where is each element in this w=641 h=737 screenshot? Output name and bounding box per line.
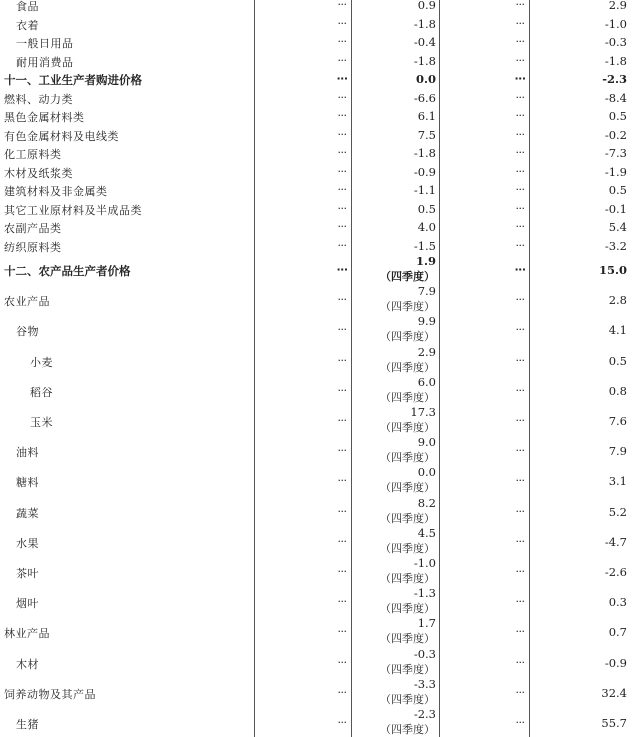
value-col-2: 0.5 (608, 109, 627, 123)
empty-cell-dots: ··· (337, 164, 347, 178)
quarter-note: （四季度） (380, 330, 435, 344)
empty-cell-dots: ··· (515, 474, 525, 488)
value-col-1: -1.1 (413, 183, 436, 197)
table-row (0, 314, 641, 344)
empty-cell-dots: ··· (515, 444, 525, 458)
empty-cell-dots: ··· (337, 655, 347, 669)
value-col-1: 9.9 (417, 314, 436, 329)
empty-cell-dots: ··· (515, 534, 525, 548)
empty-cell-dots: ··· (515, 90, 525, 104)
value-col-2: 0.5 (608, 183, 627, 197)
empty-cell-dots: ··· (337, 201, 347, 215)
empty-cell-dots: ··· (515, 323, 525, 337)
quarter-note: （四季度） (380, 360, 435, 374)
empty-cell-dots: ··· (337, 716, 347, 729)
row-label: 一般日用品 (16, 37, 74, 50)
value-col-2: -1.9 (604, 164, 627, 179)
value-col-2: 0.8 (608, 383, 627, 398)
value-col-2: 5.2 (608, 504, 627, 519)
empty-cell-dots: ··· (515, 238, 525, 252)
value-col-1: -0.9 (413, 164, 436, 179)
value-col-1: -1.0 (413, 556, 436, 570)
table-row (0, 180, 641, 199)
empty-cell-dots: ··· (515, 504, 525, 518)
quarter-note: （四季度） (380, 451, 435, 465)
table-row (0, 586, 641, 616)
empty-cell-dots: ··· (337, 146, 347, 159)
empty-cell-dots: ··· (336, 72, 348, 85)
row-label: 玉米 (30, 416, 53, 429)
empty-cell-dots: ··· (514, 263, 526, 276)
empty-cell-dots: ··· (337, 238, 347, 252)
empty-cell-dots: ··· (515, 565, 525, 578)
value-col-2: -7.3 (604, 146, 627, 160)
table-row (0, 677, 641, 707)
row-label: 油料 (16, 446, 39, 460)
value-col-1: 0.0 (415, 72, 436, 86)
value-col-2: 32.4 (601, 685, 627, 700)
value-col-2: -0.3 (604, 35, 627, 49)
value-col-2: 3.1 (608, 474, 627, 489)
empty-cell-dots: ··· (337, 53, 347, 67)
empty-cell-dots: ··· (337, 0, 347, 11)
quarter-note: （四季度） (380, 270, 435, 283)
value-col-1: 1.7 (417, 616, 436, 631)
empty-cell-dots: ··· (337, 127, 347, 141)
value-col-1: -0.4 (413, 35, 436, 49)
table-row (0, 199, 641, 218)
value-col-2: -0.9 (604, 655, 627, 670)
empty-cell-dots: ··· (337, 444, 347, 458)
quarter-note: （四季度） (380, 572, 435, 585)
value-col-1: -0.3 (413, 646, 436, 661)
value-col-1: 0.0 (417, 465, 436, 480)
empty-cell-dots: ··· (337, 323, 347, 337)
table-row (0, 405, 641, 435)
empty-cell-dots: ··· (515, 220, 525, 233)
row-label: 饲养动物及其产品 (4, 687, 96, 701)
empty-cell-dots: ··· (337, 109, 347, 122)
empty-cell-dots: ··· (337, 293, 347, 307)
value-col-1: -1.3 (413, 586, 436, 601)
empty-cell-dots: ··· (515, 353, 525, 367)
table-row (0, 254, 641, 284)
table-row (0, 526, 641, 556)
value-col-2: 2.8 (608, 293, 627, 308)
empty-cell-dots: ··· (337, 504, 347, 518)
table-row (0, 496, 641, 526)
empty-cell-dots: ··· (515, 109, 525, 122)
value-col-2: -2.6 (604, 565, 627, 579)
value-col-1: -2.3 (413, 707, 436, 721)
value-col-2: 7.9 (608, 444, 627, 459)
value-col-2: 0.3 (608, 595, 627, 610)
table-row (0, 162, 641, 181)
empty-cell-dots: ··· (515, 414, 525, 427)
row-label: 黑色金属材料类 (4, 111, 85, 124)
value-col-1: -1.8 (413, 53, 436, 68)
table-row (0, 375, 641, 405)
empty-cell-dots: ··· (337, 383, 347, 397)
value-col-1: 2.9 (417, 344, 436, 359)
quarter-note: （四季度） (380, 723, 435, 736)
row-label: 食品 (16, 0, 39, 13)
empty-cell-dots: ··· (515, 201, 525, 215)
empty-cell-dots: ··· (515, 127, 525, 141)
row-label: 烟叶 (16, 597, 39, 611)
empty-cell-dots: ··· (515, 716, 525, 729)
table-row (0, 236, 641, 255)
value-col-1: 6.1 (417, 109, 436, 123)
value-col-1: 17.3 (410, 405, 436, 419)
row-label: 纺织原料类 (4, 240, 62, 254)
row-label: 农业产品 (4, 295, 50, 309)
table-row (0, 51, 641, 70)
empty-cell-dots: ··· (337, 565, 347, 578)
value-col-2: 4.1 (608, 323, 627, 338)
row-label: 农副产品类 (4, 222, 62, 235)
quarter-note: （四季度） (380, 602, 435, 616)
empty-cell-dots: ··· (337, 625, 347, 639)
value-col-2: 55.7 (601, 716, 627, 730)
value-col-1: 9.0 (417, 435, 436, 450)
value-col-2: 0.7 (608, 625, 627, 640)
row-label: 稻谷 (30, 385, 53, 399)
value-col-1: -6.6 (413, 90, 436, 105)
empty-cell-dots: ··· (515, 685, 525, 699)
table-row (0, 345, 641, 375)
row-label: 化工原料类 (4, 148, 62, 161)
row-label: 糖料 (16, 476, 39, 490)
value-col-1: 8.2 (417, 495, 436, 510)
table-row (0, 106, 641, 125)
row-label: 茶叶 (16, 567, 39, 580)
value-col-2: 5.4 (608, 220, 627, 234)
empty-cell-dots: ··· (337, 353, 347, 367)
value-col-2: -0.2 (604, 127, 627, 142)
empty-cell-dots: ··· (515, 293, 525, 307)
empty-cell-dots: ··· (337, 474, 347, 488)
quarter-note: （四季度） (380, 421, 435, 434)
row-label: 林业产品 (4, 627, 50, 641)
value-col-2: -3.2 (604, 238, 627, 253)
empty-cell-dots: ··· (515, 164, 525, 178)
empty-cell-dots: ··· (337, 220, 347, 233)
empty-cell-dots: ··· (337, 534, 347, 548)
table-row (0, 616, 641, 646)
row-label: 有色金属材料及电线类 (4, 129, 119, 143)
value-col-1: -3.3 (413, 676, 436, 691)
table-row (0, 125, 641, 144)
row-label: 衣着 (16, 18, 39, 32)
table-row (0, 88, 641, 107)
value-col-1: 0.9 (417, 0, 436, 12)
empty-cell-dots: ··· (515, 146, 525, 159)
value-col-1: -1.5 (413, 238, 436, 253)
table-row (0, 465, 641, 495)
value-col-2: -8.4 (604, 90, 627, 105)
empty-cell-dots: ··· (515, 183, 525, 196)
row-label: 燃料、动力类 (4, 92, 73, 106)
row-label: 谷物 (16, 325, 39, 339)
empty-cell-dots: ··· (515, 16, 525, 30)
value-col-1: 7.5 (417, 127, 436, 142)
quarter-note: （四季度） (380, 481, 435, 495)
quarter-note: （四季度） (380, 511, 435, 525)
empty-cell-dots: ··· (336, 263, 348, 276)
table-row (0, 284, 641, 314)
row-label: 水果 (16, 536, 39, 550)
table-row (0, 647, 641, 677)
empty-cell-dots: ··· (337, 414, 347, 427)
empty-cell-dots: ··· (515, 625, 525, 639)
row-label: 生猪 (16, 718, 39, 731)
table-row (0, 0, 641, 14)
empty-cell-dots: ··· (515, 0, 525, 11)
empty-cell-dots: ··· (337, 685, 347, 699)
value-col-1: 4.5 (417, 525, 436, 540)
quarter-note: （四季度） (380, 541, 435, 555)
empty-cell-dots: ··· (515, 383, 525, 397)
empty-cell-dots: ··· (337, 183, 347, 196)
quarter-note: （四季度） (380, 300, 435, 314)
empty-cell-dots: ··· (515, 595, 525, 609)
value-col-1: -1.8 (413, 146, 436, 160)
table-row (0, 143, 641, 162)
quarter-note: （四季度） (380, 662, 435, 676)
value-col-2: 15.0 (598, 263, 627, 277)
empty-cell-dots: ··· (515, 35, 525, 48)
empty-cell-dots: ··· (337, 16, 347, 30)
value-col-2: -4.7 (604, 534, 627, 549)
quarter-note: （四季度） (380, 632, 435, 646)
value-col-2: -0.1 (604, 201, 627, 216)
value-col-1: -1.8 (413, 16, 436, 31)
row-label: 木材及纸浆类 (4, 166, 73, 180)
row-label: 小麦 (30, 355, 53, 369)
value-col-2: -1.0 (604, 16, 627, 31)
empty-cell-dots: ··· (337, 595, 347, 609)
row-label: 十二、农产品生产者价格 (4, 264, 131, 278)
value-col-1: 6.0 (417, 374, 436, 389)
value-col-2: -1.8 (604, 53, 627, 68)
row-label: 建筑材料及非金属类 (4, 185, 108, 198)
row-label: 耐用消费品 (16, 55, 74, 69)
value-col-2: -2.3 (602, 72, 627, 86)
table-row (0, 435, 641, 465)
row-label: 木材 (16, 657, 39, 671)
value-col-1: 7.9 (417, 284, 436, 299)
row-label: 其它工业原材料及半成品类 (4, 203, 142, 217)
empty-cell-dots: ··· (337, 35, 347, 48)
quarter-note: （四季度） (380, 390, 435, 404)
table-row (0, 69, 641, 88)
value-col-2: 7.6 (608, 414, 627, 428)
empty-cell-dots: ··· (515, 655, 525, 669)
table-row (0, 32, 641, 51)
row-label: 蔬菜 (16, 506, 39, 520)
empty-cell-dots: ··· (337, 90, 347, 104)
value-col-2: 2.9 (608, 0, 627, 12)
table-row (0, 217, 641, 236)
table-row (0, 14, 641, 33)
table-row (0, 707, 641, 737)
empty-cell-dots: ··· (514, 72, 526, 85)
value-col-1: 1.9 (415, 254, 436, 268)
quarter-note: （四季度） (380, 692, 435, 706)
value-col-2: 0.5 (608, 353, 627, 368)
table-row (0, 556, 641, 586)
row-label: 十一、工业生产者购进价格 (4, 73, 142, 87)
value-col-1: 0.5 (417, 201, 436, 216)
value-col-1: 4.0 (417, 220, 436, 234)
empty-cell-dots: ··· (515, 53, 525, 67)
